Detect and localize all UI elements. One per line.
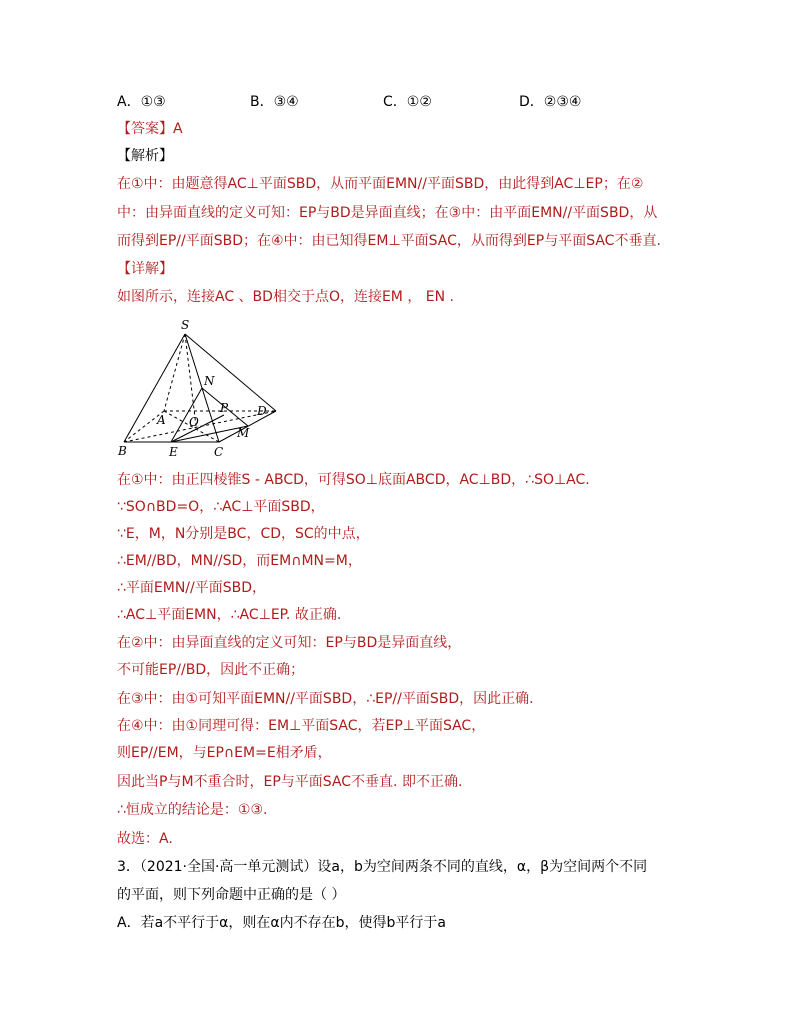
label-a: A bbox=[157, 413, 166, 427]
label-m: M bbox=[237, 426, 250, 440]
label-b: B bbox=[118, 444, 127, 458]
solution-line: ∴EM//BD，MN//SD，而EM∩MN=M， bbox=[117, 553, 362, 569]
label-n: N bbox=[204, 374, 215, 388]
answer-line bbox=[117, 119, 183, 139]
solution-line: 不可能EP//BD，因此不正确； bbox=[117, 662, 305, 678]
edge-sb bbox=[124, 334, 185, 442]
question3-line-2: 的平面，则下列命题中正确的是（ ） bbox=[117, 887, 346, 903]
solution-line: 在②中：由异面直线的定义可知：EP与BD是异面直线， bbox=[117, 635, 462, 651]
detail-intro: 如图所示，连接AC 、BD相交于点O，连接EM ， EN . bbox=[117, 289, 455, 305]
detail-tag: 【详解】 bbox=[117, 261, 173, 277]
edge-sd bbox=[185, 334, 276, 411]
option-b: B．③④ bbox=[250, 94, 299, 110]
pyramid-figure bbox=[112, 316, 282, 461]
label-o: O bbox=[189, 415, 199, 429]
analysis-line-2: 中：由异面直线的定义可知：EP与BD是异面直线；在③中：由平面EMN//平面SBD，从 bbox=[117, 205, 658, 221]
option-d: D．②③④ bbox=[519, 94, 582, 110]
analysis-line-1: 在①中：由题意得AC⊥平面SBD，从而平面EMN//平面SBD，由此得到AC⊥EP；在② bbox=[117, 176, 644, 192]
label-p: P bbox=[220, 401, 229, 415]
label-d: D bbox=[257, 404, 267, 418]
solution-line: 则EP//EM，与EP∩EM=E相矛盾， bbox=[117, 745, 332, 761]
answer-value: A bbox=[173, 121, 183, 137]
option-c: C．①② bbox=[383, 94, 432, 110]
segment-so bbox=[185, 334, 196, 426]
solution-line: 在①中：由正四棱锥S - ABCD，可得SO⊥底面ABCD，AC⊥BD，∴SO⊥AC. bbox=[117, 472, 590, 488]
solution-line: ∴平面EMN//平面SBD， bbox=[117, 580, 267, 596]
label-s: S bbox=[181, 318, 190, 332]
diagonal-bd bbox=[124, 411, 276, 442]
analysis-line-3: 而得到EP//平面SBD；在④中：由已知得EM⊥平面SAC，从而得到EP与平面SAC不垂直. bbox=[117, 233, 661, 249]
question3-line-1: 3．（2021·全国·高一单元测试）设a，b为空间两条不同的直线，α，β为空间两个不同 bbox=[117, 859, 648, 875]
solution-line: ∵SO∩BD=O，∴AC⊥平面SBD， bbox=[117, 499, 325, 515]
solution-line: 在④中：由①同理可得：EM⊥平面SAC，若EP⊥平面SAC， bbox=[117, 718, 486, 734]
solution-line: 故选：A. bbox=[117, 831, 173, 847]
question3-option-a: A．若a不平行于α，则在α内不存在b，使得b平行于a bbox=[117, 915, 446, 931]
solution-line: ∵E，M，N分别是BC，CD，SC的中点， bbox=[117, 526, 370, 542]
edge-sa bbox=[164, 334, 185, 411]
option-a: A．①③ bbox=[117, 94, 166, 110]
label-c: C bbox=[214, 445, 224, 459]
solution-line: ∴恒成立的结论是：①③. bbox=[117, 802, 268, 818]
label-e: E bbox=[169, 445, 178, 459]
solution-line: 因此当P与M不重合时，EP与平面SAC不垂直. 即不正确. bbox=[117, 774, 463, 790]
solution-line: 在③中：由①可知平面EMN//平面SBD，∴EP//平面SBD，因此正确. bbox=[117, 691, 534, 707]
analysis-tag: 【解析】 bbox=[117, 148, 173, 164]
answer-tag: 【答案】 bbox=[117, 121, 173, 137]
solution-line: ∴AC⊥平面EMN，∴AC⊥EP. 故正确. bbox=[117, 607, 342, 623]
